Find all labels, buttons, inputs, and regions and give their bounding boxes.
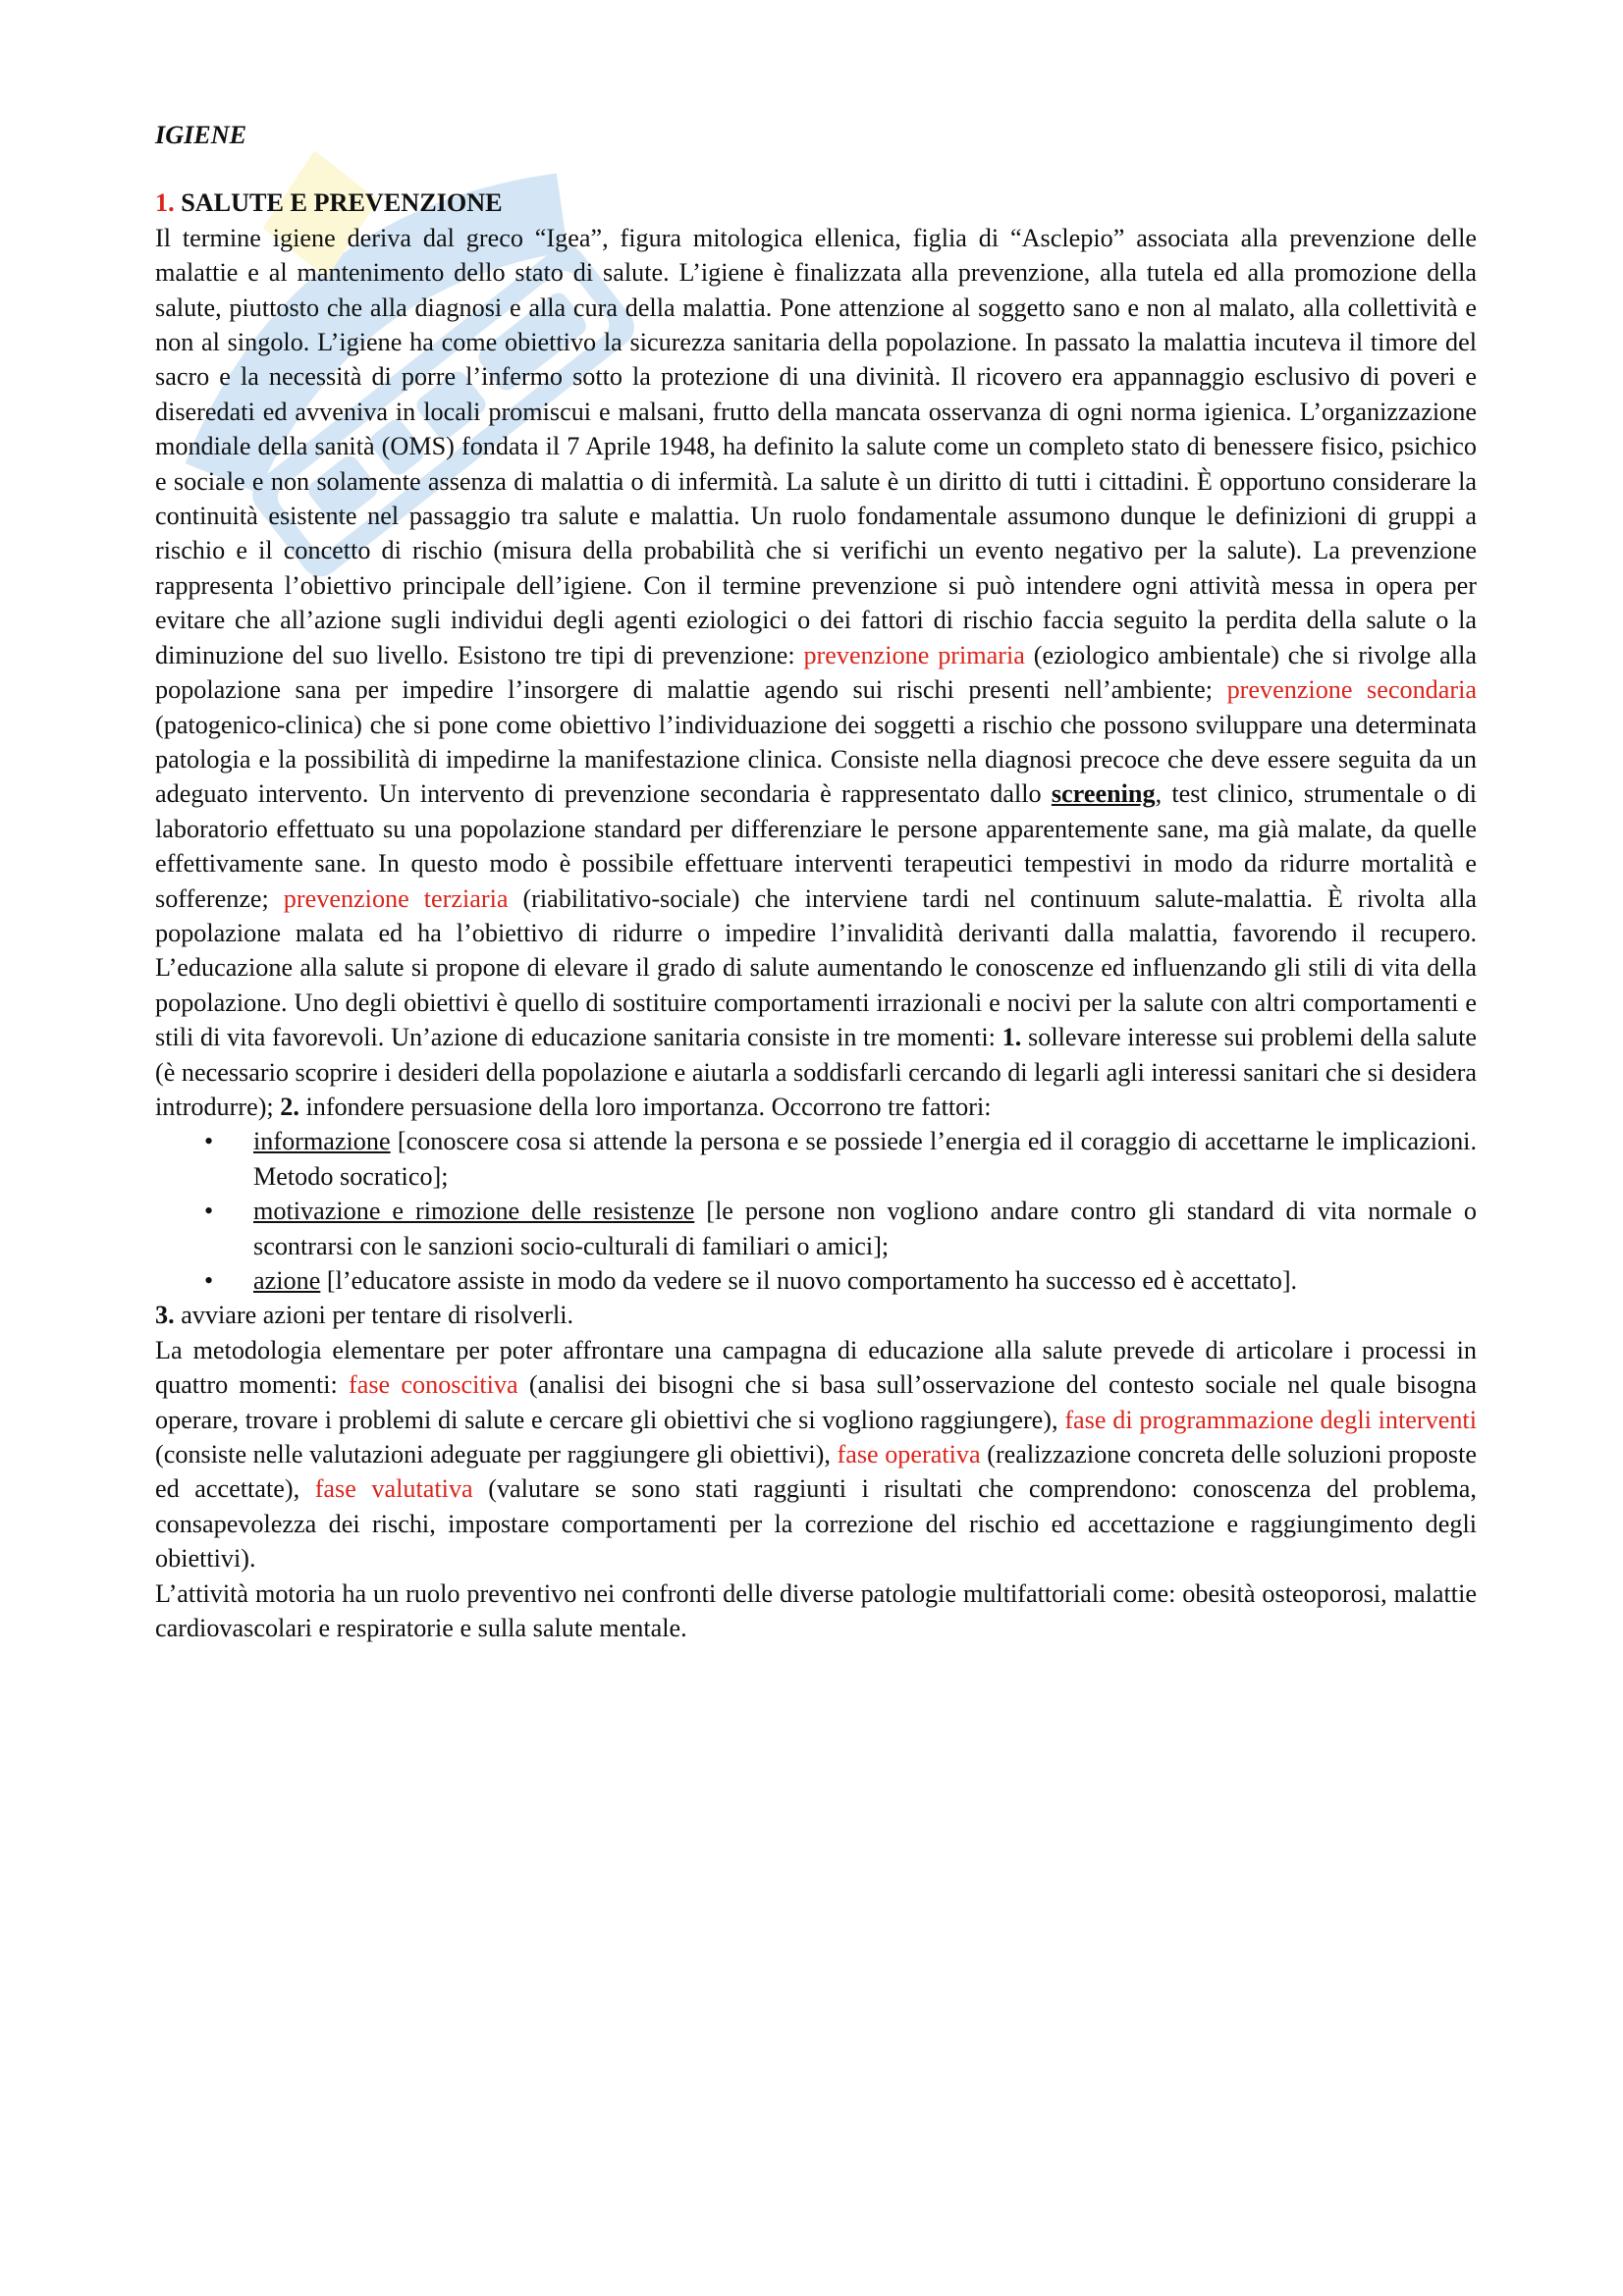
method-text: (consiste nelle valutazioni adeguate per raggiungere gli obiettivi), xyxy=(155,1440,838,1469)
method-paragraph xyxy=(155,1333,1477,1576)
intro-text: sollevare interesse sui problemi della salute (è necessario scoprire i desideri della popolazione e aiutarla a soddisfarli cercando di legarli agli interessi sanitari che si desidera introdurre); xyxy=(155,1023,1477,1121)
intro-paragraph xyxy=(155,221,1477,1125)
step-3-paragraph xyxy=(155,1298,1477,1332)
bullet-icon: • xyxy=(204,1266,214,1295)
bullet-icon: • xyxy=(204,1127,214,1156)
section-number: 1. xyxy=(155,188,175,218)
document-page xyxy=(155,118,1477,1645)
term-prevenzione-secondaria: prevenzione secondaria xyxy=(1226,675,1478,705)
term-fase-operativa: fase operativa xyxy=(837,1440,981,1469)
document-title: IGIENE xyxy=(155,121,247,149)
intro-text: , test clinico, strumentale o di laboratorio effettuato su una popolazione standard per differenziare le persone apparentemente sane, ma già malate, da quelle effettivamente sane. In questo modo è possibile effettuare interventi terapeutici tempestivi in modo da ridurre mortalità e sofferenze; xyxy=(155,779,1477,913)
intro-text: (riabilitativo-sociale) che interviene tardi nel continuum salute-malattia. È rivolta alla popolazione malata ed ha l’obiettivo di ridurre o impedire l’invalidità derivanti dalla malattia, favorendo il recupero. L’educazione alla salute si propone di elevare il grado di salute aumentando le conoscenze ed influenzando gli stili di vita della popolazione. Uno degli obiettivi è quello di sostituire comportamenti irrazionali e nocivi per la salute con altri comportamenti e stili di vita favorevoli. Un’azione di educazione sanitaria consiste in tre momenti: xyxy=(155,883,1477,1052)
factor-text: [l’educatore assiste in modo da vedere se il nuovo comportamento ha successo ed è accettato]. xyxy=(320,1266,1298,1295)
factor-text: [le persone non vogliono andare contro gli standard di vita normale o scontrarsi con le sanzioni socio-culturali di familiari o amici]; xyxy=(253,1197,1477,1260)
factors-list xyxy=(155,1124,1477,1298)
intro-text: (patogenico-clinica) che si pone come obiettivo l’individuazione dei soggetti a rischio che possono sviluppare una determinata patologia e la possibilità di impedirne la manifestazione clinica. Consiste nella diagnosi precoce che deve essere seguita da un adeguato intervento. Un intervento di prevenzione secondaria è rappresentato dallo xyxy=(155,710,1477,809)
list-item xyxy=(204,1194,1477,1263)
method-text: (valutare se sono stati raggiunti i risultati che comprendono: conoscenza del problema, consapevolezza dei rischi, impostare comportamenti per la correzione del rischio ed accettazione e raggiungimento degli obiettivi). xyxy=(155,1474,1477,1574)
term-screening: screening xyxy=(1051,779,1156,809)
term-fase-conoscitiva: fase conoscitiva xyxy=(349,1370,518,1400)
step-number-2: 2. xyxy=(280,1092,299,1121)
term-fase-programmazione: fase di programmazione degli interventi xyxy=(1064,1405,1477,1434)
factor-term: informazione xyxy=(253,1127,391,1156)
factor-text: [conoscere cosa si attende la persona e se possiede l’energia ed il coraggio di accettarne le implicazioni. Metodo socratico]; xyxy=(253,1127,1477,1191)
intro-text: infondere persuasione della loro importanza. Occorrono tre fattori: xyxy=(298,1092,992,1121)
factor-term: azione xyxy=(253,1266,321,1295)
factor-term: motivazione e rimozione delle resistenze xyxy=(253,1197,695,1226)
intro-text: Il termine igiene deriva dal greco “Igea”, figura mitologica ellenica, figlia di “Asclepio” associata alla prevenzione delle malattie e al mantenimento dello stato di salute. L’igiene è finalizzata alla prevenzione, alla tutela ed alla promozione della salute, piuttosto che alla diagnosi e alla cura della malattia. Pone attenzione al soggetto sano e non al malato, alla collettività e non al singolo. L’igiene ha come obiettivo la sicurezza sanitaria della popolazione. In passato la malattia incuteva il timore del sacro e la necessità di porre l’infermo sotto la protezione di una divinità. Il ricovero era appannaggio esclusivo di poveri e diseredati ed avveniva in locali promiscui e malsani, frutto della mancata osservanza di ogni norma igienica. L’organizzazione mondiale della sanità (OMS) fondata il 7 Aprile 1948, ha definito la salute come un completo stato di benessere fisico, psichico e sociale e non solamente assenza di malattia o di infermità. La salute è un diritto di tutti i cittadini. È opportuno considerare la continuità esistente nel passaggio tra salute e malattia. Un ruolo fondamentale assumono dunque le definizioni di gruppi a rischio e il concetto di rischio (misura della probabilità che si verifichi un evento negativo per la salute). La prevenzione rappresenta l’obiettivo principale dell’igiene. Con il termine prevenzione si può intendere ogni attività messa in opera per evitare che all’azione sugli individui degli agenti eziologici o dei fattori di rischio faccia seguito la perdita della salute o la diminuzione del suo livello. Esistono tre tipi di prevenzione: xyxy=(155,223,1477,669)
step-number-3: 3. xyxy=(155,1301,175,1330)
section-title: SALUTE E PREVENZIONE xyxy=(181,188,503,218)
bullet-icon: • xyxy=(204,1197,214,1226)
term-fase-valutativa: fase valutativa xyxy=(314,1474,473,1504)
section-heading xyxy=(155,186,1477,220)
term-prevenzione-terziaria: prevenzione terziaria xyxy=(283,883,509,913)
intro-text: (eziologico ambientale) che si rivolge alla popolazione sana per impedire l’insorgere di malattie agendo sui rischi presenti nell’ambiente; xyxy=(155,640,1477,705)
term-prevenzione-primaria: prevenzione primaria xyxy=(803,640,1025,669)
method-text: (realizzazione concreta delle soluzioni proposte ed accettate), xyxy=(155,1440,1477,1504)
step-number-1: 1. xyxy=(1001,1023,1022,1052)
step-3-text: avviare azioni per tentare di risolverli. xyxy=(174,1301,574,1330)
list-item xyxy=(204,1263,1477,1298)
method-text: La metodologia elementare per poter affrontare una campagna di educazione alla salute prevede di articolare i processi in quattro momenti: xyxy=(155,1335,1477,1400)
list-item xyxy=(204,1124,1477,1194)
closing-paragraph: L’attività motoria ha un ruolo preventivo nei confronti delle diverse patologie multifattoriali come: obesità osteoporosi, malattie cardiovascolari e respiratorie e sulla salute mentale. xyxy=(155,1578,1477,1643)
method-text: (analisi dei bisogni che si basa sull’osservazione del contesto sociale nel quale bisogna operare, trovare i problemi di salute e cercare gli obiettivi che si vogliono raggiungere), xyxy=(155,1370,1478,1434)
